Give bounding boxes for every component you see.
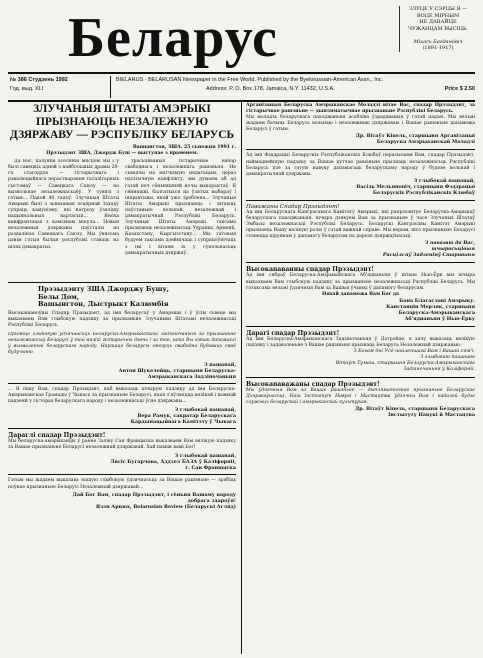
letter-block-3 bbox=[8, 428, 236, 471]
letter-4-body: Гэтым мы жадаем выказаць нашую глыбокую ўдзячнасьць за Вашае рашэньне — зрабіць поўнае прызнаньне Беларусі Незалежнай дзяржавай... bbox=[8, 478, 236, 490]
letter-3-title: Дараглі спадар Прэзыдэнт! bbox=[8, 432, 106, 440]
right-column bbox=[246, 103, 475, 418]
newyork-body: Ад імя сябраў Беларуска-Амэрыканскага Аб'яднаньня ў штаце Нью-Ёрк мы шчыра выказваем Вам глыбокую падзяку за прызнаньне незалежнасьці Рэспублікі Беларусь. Мы гэтаксама вельмі ўдзячныя Вам за Вашыя ўчынкі ў дапамогу беларусам. bbox=[246, 273, 475, 291]
letter-block-2 bbox=[8, 383, 236, 425]
youth-body: Мы моладзь беларускага паходжаньня асабліва ўзрадаваныя ў гэтай падзеі. Мы вельмі жадаем бачыць Беларусь вольнаю і незалежнаю дзяржаваю і Вашае рашэньне дапаможа Беларусі ў гэтым. bbox=[246, 115, 475, 133]
letter-congress bbox=[246, 200, 475, 259]
article-col-1: Да Вас, палуяце аселянін мясцові Вы і ў былі савецкіх адной з найбольшых драмы 20-га стагоддзя — гістарычнага і рэвалюцыйнага перастварэння таталітарных сыстэмаў — Савецкага Саюзу — на вызвольнае незалежнасьцёў. У сувязі з гэтым... Пакой 40 гадоў. Злучаныя Штаты Амэрыкі былі з зьвязаныя эсцёрнай Захаду супраць камунізму, які нагрозу ўзялішу нацыянальныя вартасьці... Яноха канфрантацыі з камізмам міnула... Новыя незалежныя дзяржавы паўсталы на развалінах Савецкага Саюзу. Мы ўнясьма цэнім гэтыя былыя рэспублікі ставаць на шлях дэмакратыі. bbox=[8, 159, 119, 250]
institute-signature: Др. Вітаўт Кіпель, старшыня Беларускага Інстытуту Навукі й Мастацтва bbox=[354, 406, 475, 419]
letter-newyork bbox=[246, 262, 475, 321]
quote-years: (1891-1917) bbox=[422, 45, 454, 51]
detroit-title: Дарагі спадар Прэзыдэнт! bbox=[246, 329, 340, 337]
masthead-quote bbox=[399, 6, 473, 52]
congress-signature: З павагаю да Вас, шчырасьцівыя Расцілсяў Задзенінў Старшыня bbox=[382, 240, 475, 259]
main-headline: ЗЛУЧАНЫЯ ШТАТЫ АМЭРЫКІ ПРЫЗНАЮЦЬ НЕЗАЛЕЖНУЮ ДЗЯРЖАВУ — РЭСПУБЛІКУ БЕЛАРУСЬ bbox=[9, 103, 235, 141]
letter-youth bbox=[246, 103, 475, 145]
letter-block-4 bbox=[8, 474, 236, 509]
letter-detroit bbox=[246, 326, 475, 373]
signature-2: З глыбокай пашанай, Вера Рамук, сакратар Беларускага Кардынацыйнага Камітэту ў Чыкага bbox=[130, 407, 236, 426]
letter-3-body: Мы беларуска-амэрыканцы ў раёне Заліву Сан Францыска выказваем Вам вялікую падзяку за Вашае прызнаньне Беларусі незалежнай дзяржавай. Хай паміж вамі Бог! bbox=[8, 439, 236, 451]
letter-block-1 bbox=[8, 282, 236, 380]
federation-body: Ад імя Фэдэрацыі Беларускіх Рэспубліканскіх Клюбаў перасылаем Вам, спадар Прэзыдэнт, наймацнейшую падзяку за Вашае кутчае рашэньне прызнаць незалежнасьць Рэспублікі Беларусь дзе за гэтую навуку дапамагаць беларускаму народу ў будове вольнай і дэмакратычнай дзяржавы. bbox=[246, 153, 475, 177]
institute-title: Высокапаважаны спадар Прэзыдэнт! bbox=[246, 380, 380, 388]
issue-year: Год. выд. XLI bbox=[10, 86, 44, 92]
signature-3: З глыбокай пашанай, Лясіс Бугарчова, Аддзел БАЗА ў Каліфорніі, г. Сан Францыска bbox=[110, 453, 236, 472]
newyork-line: Няхай дапаможа Вам Бог да bbox=[322, 291, 399, 297]
publisher-info bbox=[116, 76, 475, 94]
youth-head: Арганізацыя Беларуска Амэрыканскае Моладзі вітае Вас, спадар Прэзыдэнт, за гістарычнае рашэньне — дыпляматычнае прызнаньне Рэспублікі Беларусь. bbox=[246, 103, 475, 115]
youth-signature: Др. Вітаўт Кіпель, старшыня Арганізацыі Беларуска Амэрыканскай Моладзі bbox=[355, 133, 475, 146]
newyork-signature: Бона Благаславі Амэрыку. Канстанцін Мерляк, старшыня Беларуска-Амэрыканскага Аб'яднаньня ў Нью-Ёрку bbox=[386, 297, 475, 322]
institute-body: Мы ўдзячныя Вам за Вашае рашэньне — дыпляматычнае прызнаньне Беларускае Дзяржаўнасьці. Наш Інстытут Навукі і Мастацтва ўдзячны Вам і надалей будзе служыць беларускай і амэрыканскай культурам. bbox=[246, 387, 475, 406]
article-col-2: трасьцяваныя гістарычнае набар свабоднага і незалежнага рашэньня. Не сьведчы на магчымую недатацыю, цераз палітычную канфлікту, мы думаем аб ад гэтай ноч сёньняшняй ночы выкарыстаў. Я сённяшні, балгатыхся на ўзятых выбараў і ініцыятывы, якой ужо зроблена... Злучаныя Штаты Амэрыкі прызнаюць і вітаюць паўстаньне вольнай, незалежнай і дэмакратычнай Рэспублікі Беларусь. Злучаныя Штаты Амэрыкі таксама прызнаюць незалежнасьць Украіны, Арменіі, Казахстану, Кыргызстану... Мы гатовыя будуем таксама дзейнічаць і супрацоўнічаць з імі і вітаем іх у супольнасьць дэмакратычных дзяржаў. bbox=[125, 159, 236, 256]
signature-4: Дай Бог Вам, спадар Прэзыдэнт, і сёньня Вашаму народу добрага здароўя! Язэп Арцюх, Belarusian Review (Беларускі Агляд) bbox=[72, 491, 236, 510]
letter-2-body: ... Я пішу Вам, спадар Прэзыдэнт, каб выказаць шчырую падзяку ад імя Беларуска-Амэрыканскае Грамады ў Чыкага за прызнаньне Беларусі, якая з'яўляецца вялікай і важнай падзеяй у гісторыі беларускага народу і незалежнасьці ўсяе дзяржавы... bbox=[8, 386, 236, 405]
price: Price $ 2.50 bbox=[444, 86, 475, 92]
detroit-body: Ад імя Беларуска-Амэрыканскага Задзіночаньня ў Дэтройце, я хачу выказаць вялікую падзяку і задаваленьне з Вашае рашэньня прызнаць Беларусь Незалежнай дзяржаваю. bbox=[246, 336, 475, 348]
column-divider bbox=[241, 102, 242, 654]
congress-body: Ад імя Беларускага Кангрэсавага Камітэту Амэрыкі, які рэпрэзэнтуе Беларуска-Амэрыкаў беларускага паходжаньня, шчыра дзякуем Вам за прызнаньне ў часе Злучаных Штатаў Эмбасы незалежнасьці Рэспублікі Беларусь. Беларускі Кангрэсавы Камітэт Амэрыкі прызнаець Вашу вялікую ролю ў гэтай важнай справе. Мы верым, што прызнаньне Беларусі станецца кірункам у дапамогу беларусам па дарозе дзяржаўнасьці. bbox=[246, 209, 475, 240]
left-column bbox=[8, 103, 236, 510]
letter-body: Высокашаноўны Спадар Прэзыдэнт, ад імя беларусаў у Амэрыцы і ў ўсім сьвеце мы выказваем Вам глыбокую падзяку за прызнаньне Злучанымі Штатамі незалежнасьці Рэспублікі Беларусь. bbox=[8, 310, 236, 328]
issue-number: № 386 Студзень 1992 bbox=[10, 77, 68, 83]
quote-line: ЗЛУЦЕ У СЭРЦЫ Я — bbox=[408, 6, 468, 12]
signature-1: З пашанай, Антон Шукелойць, старшыня Беларуска- Амэрыканскага Задзіночаньня bbox=[118, 361, 236, 380]
congress-title: Паважаны Спадар Прэзыдэнт! bbox=[246, 203, 340, 210]
letter-institute bbox=[246, 377, 475, 418]
detroit-signature: З Богам дні Усё найлепшага Вам і Вашай сям'і. З глыбокаю пашанаю Вітаўт Тумаш, старшыня Беларуска-Амэрыканскага Задзіночаньня ў Каліфорніі. bbox=[335, 348, 475, 372]
newyork-title: Высокапаванны спадар Прэзыдэнт! bbox=[246, 266, 375, 274]
letter-italic: Прыміце глыбокую ўдзячнасьць Беларуска-Амэрыканскага Задзіночаньня за прызнаньне незалежнасьці Беларусі ў той вялікі гістарычны дзень і за тое, што Вы гэтак дапамаглі ў вызваленьні беларускага народу. Нарэшце беларусы змогуць свабодна будаваць сваё будучыню. bbox=[8, 331, 236, 356]
dateline: Вашынгтон, ЗША. 25 сьнежня 1991 г. bbox=[132, 145, 236, 150]
letter-federation bbox=[246, 149, 475, 195]
masthead bbox=[8, 6, 475, 68]
paper-line: BIELARUS · BELARUSAN Newspaper in the Free World. Published by the Byelorussian-American Assn., Inc. bbox=[116, 77, 384, 83]
issue-box bbox=[8, 76, 111, 98]
issue-info-bar bbox=[8, 72, 475, 102]
address: Address: P. O. Box 178, Jamaica, N.Y. 11432, U.S.A. bbox=[206, 86, 335, 92]
article-lead: Прэзыдэнт ЗША, Джордж Буш — выступае з праменем. bbox=[46, 151, 198, 157]
quote-line: ВОЦЕ МІРНЫМ bbox=[416, 12, 460, 19]
quote-line: НЕ ДАВАЙЦЕ bbox=[419, 19, 457, 25]
address-row bbox=[116, 85, 475, 94]
letter-addressee: Прэзыдэнту ЗША Джорджу Бушу, Белы Дом, Вашынгтон, Дыстрыкт Калюмбія bbox=[38, 285, 169, 309]
newspaper-title: Беларус bbox=[68, 7, 278, 69]
federation-signature: З глыбокай пашанай, Васіль Мельяновіч, старшыня Фэдэрацыі Беларускіх Рэспубліканскіх Клюбаў bbox=[356, 177, 475, 196]
quote-line: ЧУЖАНЦАМ ВЫСІЦЬ. bbox=[408, 25, 468, 32]
quote-author: Міхась Багданóвіч bbox=[413, 38, 463, 45]
article-columns bbox=[8, 159, 236, 279]
